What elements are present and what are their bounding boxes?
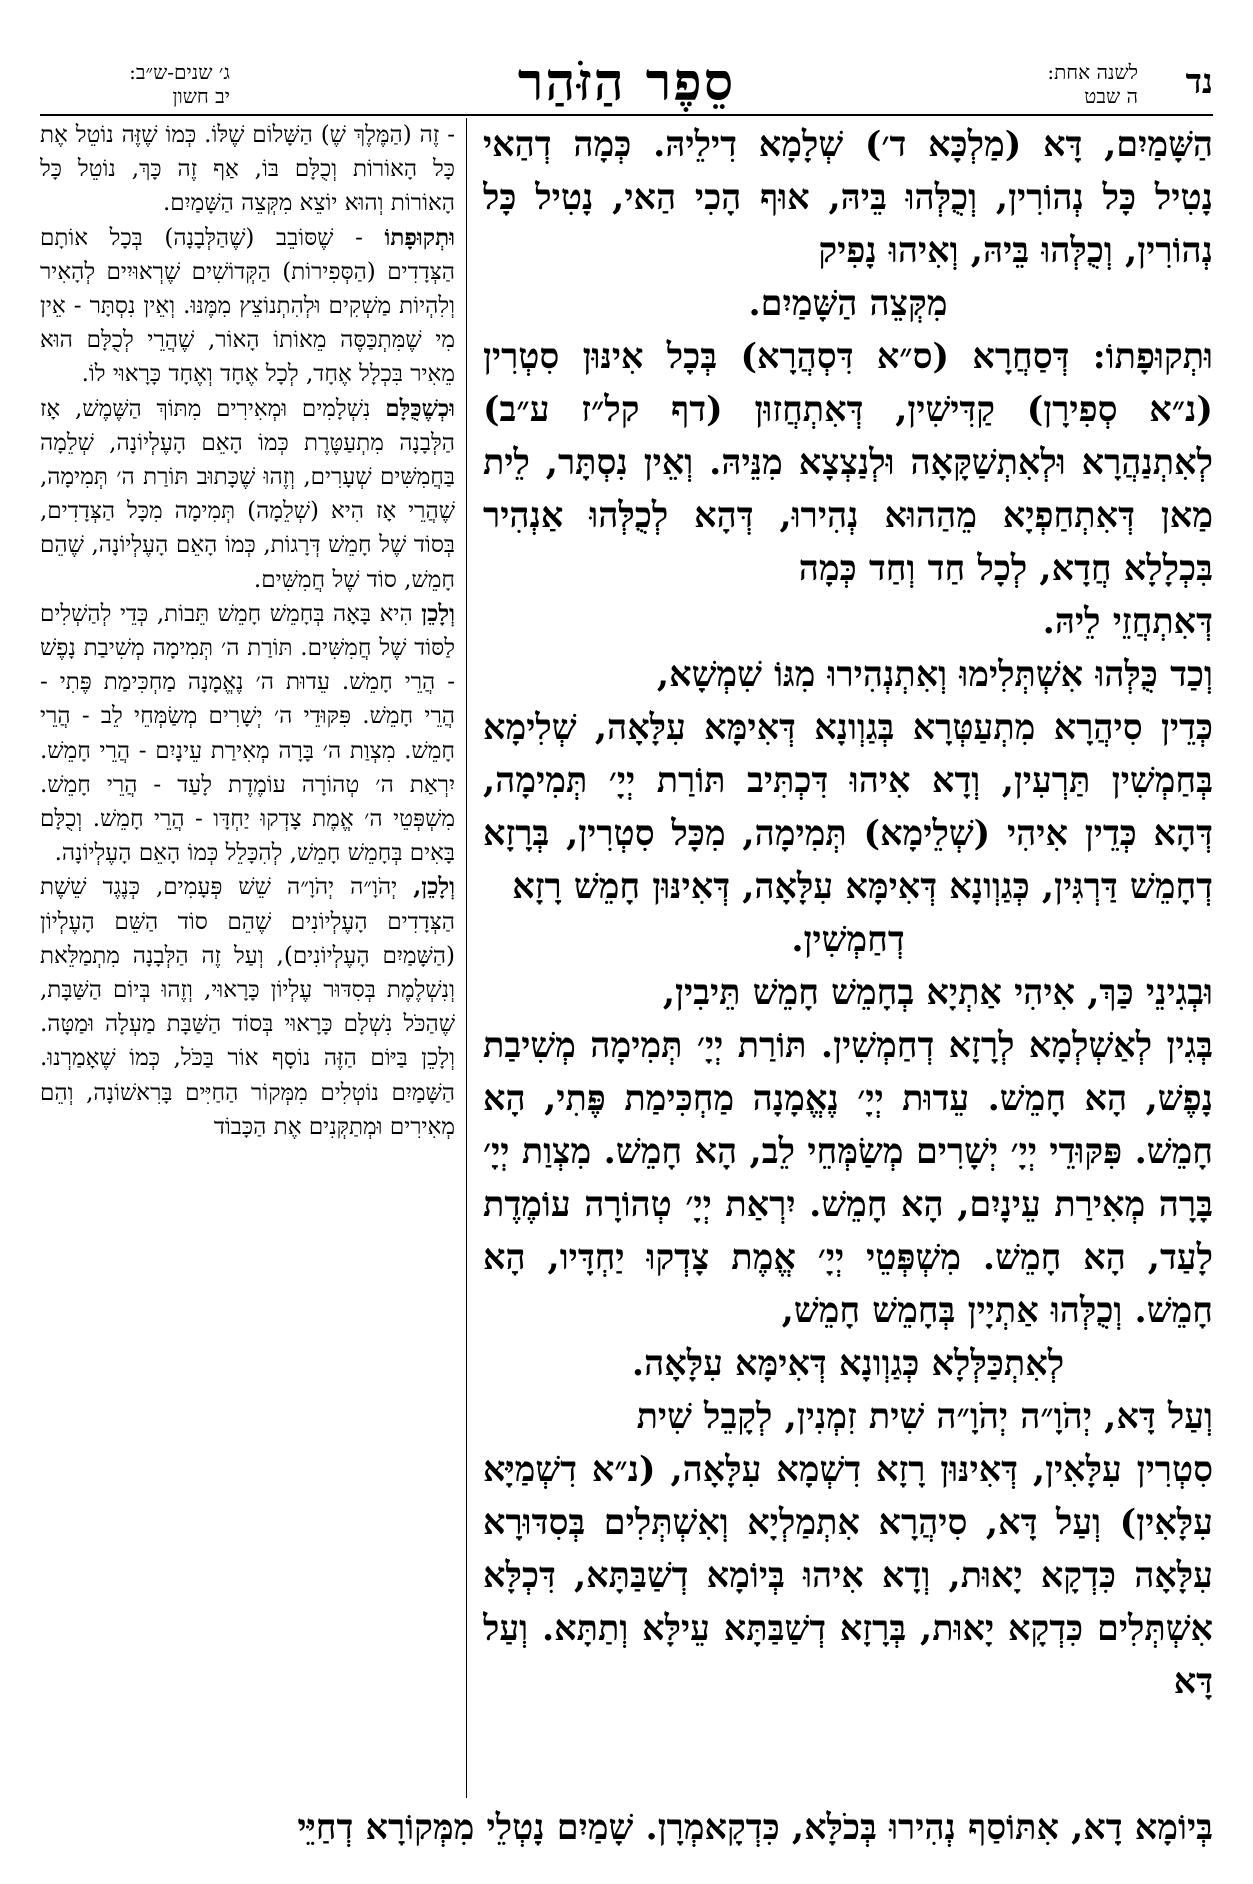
side-paragraph-2-lead: וּתְקוּפָתוֹ [384, 223, 455, 251]
side-paragraph-5-text: יְהֹוָ״ה יְהֹוָ״ה שֵׁשׁ פְּעָמִים, כְּנֶגֶד שֵׁשֶׁת הַצְּדָדִים הָעֶלְיוֹנִים שֶׁהֵם סוֹד הַשֵּׁם הָעֶלְיוֹן (הַשָּׁמַיִם הָעֶלְיוֹנִים), וְעַל זֶה הַלְּבָנָה מִתְמַלֵּאת וְנִשְׁלֶמֶת בְּסִדּוּר עֶלְיוֹן כָּרָאוּי, וְזֶהוּ בְּיוֹם הַשַּׁבָּת, שֶׁהַכֹּל נִשְׁלָם כָּרָאוּי בְּסוֹד הַשַּׁבָּת מַעְלָה וּמַטָּה. וְלָכֵן בַּיּוֹם הַזֶּה נוֹסָף אוֹר בַּכֹּל, כְּמוֹ שֶׁאָמַרְנוּ. הַשָּׁמַיִם נוֹטְלִים מִמְּקוֹר הַחַיִּים בָּרִאשׁוֹנָה, וְהֵם מְאִירִים וּמְתַקְּנִים אֶת הַכָּבוֹד [40, 874, 455, 1140]
main-paragraph-8: סִטְרִין עִלָּאִין, דְּאִינּוּן רָזָא דִשְׁמָא עִלָּאָה, (נ״א דִשְׁמַיָּא עִלָּאִין) וְעַל דָּא, סִיהֲרָא אִתְמַלְיָא וְאִשְׁתְּלִים בְּסִדּוּרָא עִלָּאָה כִּדְקָא יָאוּת, וְדָא אִיהוּ בְּיוֹמָא דְשַׁבַּתָּא, דִּכְלָּא אִשְׁתְּלִים כִּדְקָא יָאוּת, בְּרָזָא דְשַׁבַּתָּא עֵילָּא וְתַתָּא. וְעַל דָּא [483, 1449, 1213, 1702]
column-divider [466, 118, 467, 1798]
side-paragraph-4 [40, 597, 455, 871]
main-paragraph-4: כְּדֵין סִיהֲרָא מִתְעַטְּרָא בְּגַוְונָא דְּאִימָּא עִלָּאָה, שְׁלִימָא בְּחַמְשִׁין תַּרְעִין, וְדָא אִיהוּ דִּכְתִּיב תּוֹרַת יְיָ׳ תְּמִימָה, דְּהָא כְּדֵין אִיהִי (שְׁלֵימָא) תְּמִימָה, מִכָּל סִטְרִין, בְּרָזָא דְחָמֵשׁ דַּרְגִּין, כְּגַוְונָא דְּאִימָּא עִלָּאָה, דְּאִינּוּן חָמֵשׁ רָזָא [483, 707, 1213, 907]
schedule-left-line2: יב חשון [172, 84, 230, 108]
bottom-line: בְּיוֹמָא דָא, אִתּוֹסַף נְהִירוּ בְּכֹלָּא, כִּדְקָאמְרָן. שָׁמַיִם נָטְלֵי מִמְּקוֹרָא דְחַיֵּי [297, 1807, 1213, 1848]
main-paragraph-7: וְעַל דָּא, יְהֹוָ״ה יְהֹוָ״ה שִׁית זִמְנִין, לְקָבֵל שִׁית [636, 1396, 1213, 1437]
schedule-right-line2: ה שבט [1084, 84, 1138, 108]
main-column [483, 118, 1213, 1818]
header-rule [40, 114, 1213, 116]
schedule-left [40, 60, 230, 108]
main-paragraph-1-end: מִקְּצֵה הַשָּׁמַיִם. [748, 283, 948, 324]
side-paragraph-5-lead: וְלָכֵן, [413, 873, 455, 901]
main-paragraph-2-end: דְּאִתְחֲזֵי לֵיהּ. [1042, 601, 1213, 642]
side-paragraph-3 [40, 392, 455, 597]
page-number: נד [1185, 62, 1213, 102]
side-paragraph-3-text: נִשְׁלָמִים וּמְאִירִים מִתּוֹךְ הַשֶּׁמֶשׁ, אָז הַלְּבָנָה מִתְעַטֶּרֶת כְּמוֹ הָאֵם הָעֶלְיוֹנָה, שְׁלֵמָה בַּחֲמִשִּׁים שְׁעָרִים, וְזֶהוּ שֶׁכָּתוּב תּוֹרַת ה׳ תְּמִימָה, שֶׁהֲרֵי אָז הִיא (שְׁלֵמָה) תְּמִימָה מִכָּל הַצְּדָדִים, בְּסוֹד שֶׁל חָמֵשׁ דְּרָגוֹת, כְּמוֹ הָאֵם הָעֶלְיוֹנָה, שֶׁהֵם חָמֵשׁ, סוֹד שֶׁל חֲמִשִּׁים. [40, 395, 455, 593]
side-paragraph-1: - זֶה (הַמֶּלֶךְ שֶׁ) הַשָּׁלוֹם שֶׁלּוֹ. כְּמוֹ שֶׁזֶּה נוֹטֵל אֶת כָּל הָאוֹרוֹת וְכֻלָּם בּוֹ, אַף זֶה כָּךְ, נוֹטֵל כָּל הָאוֹרוֹת וְהוּא יוֹצֵא מִקְּצֵה הַשָּׁמַיִם. [40, 122, 455, 217]
schedule-left-line1: ג׳ שנים-ש״ב: [129, 60, 230, 84]
main-paragraph-3: וְכַד כֻּלְּהוּ אִשְׁתְּלִימוּ וְאִתְנְהִירוּ מִגּוֹ שִׁמְשָׁא, [656, 654, 1213, 695]
side-paragraph-4-text: הִיא בָּאָה בְּחָמֵשׁ חָמֵשׁ תֵּבוֹת, כְּדֵי לְהַשְׁלִים לַסּוֹד שֶׁל חֲמִשִּׁים. תּוֹרַת ה׳ תְּמִימָה מְשִׁיבַת נָפֶשׁ - הֲרֵי חָמֵשׁ. עֵדוּת ה׳ נֶאֱמָנָה מַחְכִּימַת פֶּתִי - הֲרֵי חָמֵשׁ. פִּקּוּדֵי ה׳ יְשָׁרִים מְשַׂמְּחֵי לֵב - הֲרֵי חָמֵשׁ. מִצְוַת ה׳ בָּרָה מְאִירַת עֵינָיִם - הֲרֵי חָמֵשׁ. יִרְאַת ה׳ טְהוֹרָה עוֹמֶדֶת לָעַד - הֲרֵי חָמֵשׁ. מִשְׁפְּטֵי ה׳ אֱמֶת צָדְקוּ יַחְדָּו - הֲרֵי חָמֵשׁ. וְכֻלָּם בָּאִים בְּחָמֵשׁ חָמֵשׁ, לְהִכָּלֵל כְּמוֹ הָאֵם הָעֶלְיוֹנָה. [40, 600, 455, 867]
main-paragraph-2-text: דְּסַחֲרָא (ס״א דִּסְהֲרָא) בְּכָל אִינּוּן סִטְרִין (נ״א סְפִירָן) קַדִּישִׁין, דְּאִתְחֲזוּן (דף קל״ז ע״ב) לְאִתְנַהֲרָא וּלְאִתְשַׁקָּאָה וּלְנַצְצָא מִנֵּיהּ. וְאֵין נִסְתָּר, לֵית מַאן דְּאִתְחַפְיָא מֵהַהוּא נְהִירוּ, דְּהָא לְכֻלְּהוּ אַנְהִיר בִּכְלָלָא חֲדָא, לְכָל חַד וְחַד כְּמָה [483, 336, 1213, 589]
main-paragraph-2 [483, 330, 1213, 595]
schedule-right-line1: לשנה אחת: [1047, 60, 1138, 84]
main-paragraph-2-lead: וּתְקוּפָתוֹ: [1092, 336, 1213, 377]
main-paragraph-1: הַשָּׁמַיִם, דָּא (מַלְכָּא ד׳) שְׁלָמָא דִילֵיהּ. כְּמָה דְהַאי נָטִיל כָּל נְהוֹרִין, וְכֻלְּהוּ בֵּיהּ, אוּף הָכִי הַאי, נָטִיל כָּל נְהוֹרִין, וְכֻלְּהוּ בֵּיהּ, וְאִיהוּ נָפִיק [483, 124, 1213, 271]
main-paragraph-6: בְּגִין לְאַשְׁלְמָא לְרָזָא דְחַמְשִׁין. תּוֹרַת יְיָ׳ תְּמִימָה מְשִׁיבַת נָפֶשׁ, הָא חָמֵשׁ. עֵדוּת יְיָ׳ נֶאֱמָנָה מַחְכִּימַת פֶּתִי, הָא חָמֵשׁ. פִּקּוּדֵי יְיָ׳ יְשָׁרִים מְשַׂמְּחֵי לֵב, הָא חָמֵשׁ. מִצְוַת יְיָ׳ בָּרָה מְאִירַת עֵינָיִם, הָא חָמֵשׁ. יִרְאַת יְיָ׳ טְהוֹרָה עוֹמֶדֶת לָעַד, הָא חָמֵשׁ. מִשְׁפְּטֵי יְיָ׳ אֱמֶת צָדְקוּ יַחְדָּיו, הָא חָמֵשׁ. וְכֻלְּהוּ אַתְיָין בְּחָמֵשׁ חָמֵשׁ, [483, 1025, 1213, 1331]
side-paragraph-2 [40, 221, 455, 392]
side-paragraph-3-lead: וּכְשֶׁכֻּלָּם [385, 394, 455, 422]
main-paragraph-4-end: דְחַמְשִׁין. [791, 919, 905, 960]
book-title: סֵפֶר הַזֹּהַר [517, 52, 736, 113]
page-header [40, 30, 1213, 113]
side-paragraph-5 [40, 870, 455, 1144]
translation-column [40, 118, 455, 1798]
side-paragraph-4-lead: וְלָכֵן [421, 599, 455, 627]
side-paragraph-2-text: - שֶׁסּוֹבֵב (שֶׁהַלְּבָנָה) בְּכָל אוֹתָם הַצְּדָדִים (הַסְּפִירוֹת) הַקְּדוֹשִׁים שֶׁרְאוּיִים לְהָאִיר וְלִהְיוֹת מַשְׁקִים וּלְהִתְנוֹצֵץ מִמֶּנּוּ. וְאֵין נִסְתָּר - אֵין מִי שֶׁמִּתְכַּסֶּה מֵאוֹתוֹ הָאוֹר, שֶׁהֲרֵי לְכֻלָּם הוּא מֵאִיר בִּכְלָל אֶחָד, לְכָל אֶחָד וְאֶחָד כָּרָאוּי לוֹ. [40, 224, 455, 388]
main-paragraph-6-end: לְאִתְכַּלְּלָא כְּגַוְונָא דְּאִימָּא עִלָּאָה. [631, 1343, 1065, 1384]
main-paragraph-5: וּבְגִינֵי כַּךְ, אִיהִי אַתְיָא בְחָמֵשׁ חָמֵשׁ תֵּיבִין, [662, 972, 1213, 1013]
